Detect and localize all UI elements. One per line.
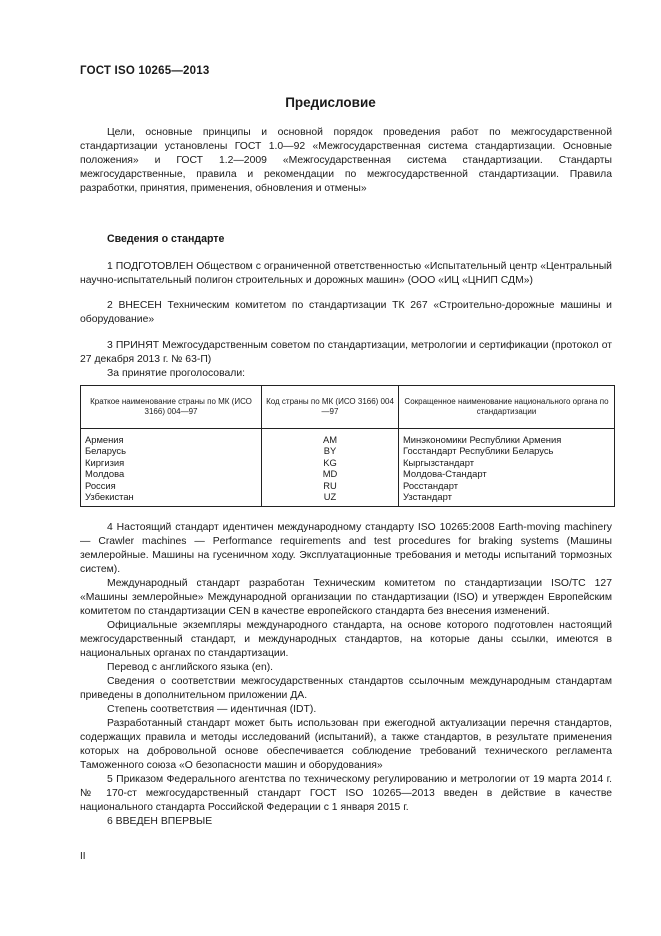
voting-table xyxy=(80,385,615,507)
item-2-block xyxy=(80,299,612,327)
page-title: Предисловие xyxy=(285,95,376,110)
developed-paragraph: Международный стандарт разработан Техническим комитетом по стандартизации ISO/TC 127 «Машины землеройные» Международной организации по стандартизации (ISO) и утвержден Европейским комитетом по стандартизации CEN в качестве европейского стандарта без внесения изменений. xyxy=(80,578,612,617)
item-1-paragraph: 1 ПОДГОТОВЛЕН Обществом с ограниченной ответственностью «Испытательный центр «Центральный научно-испытательный полигон строительных и дорожных машин» (ООО «ИЦ «ЦНИП СДМ») xyxy=(80,261,612,286)
preface-paragraph: Цели, основные принципы и основной порядок проведения работ по межгосударственной стандартизации установлены ГОСТ 1.0—92 «Межгосударственная система стандартизации. Основные положения» и ГОСТ 1.2—2009 «Межгосударственная система стандартизации. Стандарты межгосударственные, правила и рекомендации по межгосударственной стандартизации. Правила разработки, принятия, применения, обновления и отмены» xyxy=(80,127,612,194)
translation-paragraph: Перевод с английского языка (en). xyxy=(107,662,274,673)
item-4-block xyxy=(80,521,612,815)
header-national-body: Сокращенное наименование национального органа по стандартизации xyxy=(399,386,615,429)
item-6-paragraph: 6 ВВЕДЕН ВПЕРВЫЕ xyxy=(107,816,213,827)
degree-paragraph: Степень соответствия — идентичная (IDT). xyxy=(107,704,317,715)
preface-block xyxy=(80,126,612,196)
header-country-name: Краткое наименование страны по МК (ИСО 3166) 004—97 xyxy=(81,386,262,429)
item-1-block xyxy=(80,260,612,288)
country-names-cell: Армения Беларусь Киргизия Молдова Россия Узбекистан xyxy=(81,429,262,507)
item-2-paragraph: 2 ВНЕСЕН Техническим комитетом по стандартизации ТК 267 «Строительно-дорожные машины и оборудование» xyxy=(80,300,612,325)
header-country-code: Код страны по МК (ИСО 3166) 004—97 xyxy=(262,386,399,429)
compliance-info-paragraph: Сведения о соответствии межгосударственных стандартов ссылочным международным стандартам приведены в дополнительном приложении ДА. xyxy=(80,676,612,701)
item-3-block xyxy=(80,339,612,381)
document-header: ГОСТ ISO 10265—2013 xyxy=(80,65,210,77)
voting-table-body-row xyxy=(81,429,615,507)
national-bodies-cell: Минэкономики Республики Армения Госстандарт Республики Беларусь Кыргызстандарт Молдова-Стандарт Росстандарт Узстандарт xyxy=(399,429,615,507)
about-standard-heading: Сведения о стандарте xyxy=(107,233,225,245)
item-5-paragraph: 5 Приказом Федерального агентства по техническому регулированию и метрологии от 19 марта 2014 г. № 170-ст межгосударственный стандарт ГОСТ ISO 10265—2013 введен в действие в качестве национального стандарта Российской Федерации с 1 января 2015 г. xyxy=(80,774,612,813)
country-codes-cell: AM BY KG MD RU UZ xyxy=(262,429,399,507)
official-copies-paragraph: Официальные экземпляры международного стандарта, на основе которого подготовлен настоящий межгосударственный стандарт, и международных стандартов, на которые даны ссылки, имеются в национальных органах по стандартизации. xyxy=(80,620,612,659)
page-number: II xyxy=(80,851,86,862)
voting-table-header-row xyxy=(81,386,615,429)
voted-intro: За принятие проголосовали: xyxy=(107,368,246,379)
item-4-paragraph: 4 Настоящий стандарт идентичен международному стандарту ISO 10265:2008 Earth-moving machinery — Crawler machines — Performance requirements and test procedures for braking systems (Машины землеройные. Машины на гусеничном ходу. Эксплуатационные требования и методы испытаний тормозных систем). xyxy=(80,522,612,575)
usage-paragraph: Разработанный стандарт может быть использован при ежегодной актуализации перечня стандартов, содержащих правила и методы исследований (испытаний), а также стандартов, в результате применения которых на добровольной основе обеспечивается соблюдение требований технического регламента Таможенного союза «О безопасности машин и оборудования» xyxy=(80,718,612,771)
item-6-block xyxy=(80,815,612,829)
item-3-paragraph: 3 ПРИНЯТ Межгосударственным советом по стандартизации, метрологии и сертификации (протокол от 27 декабря 2013 г. № 63-П) xyxy=(80,340,612,365)
